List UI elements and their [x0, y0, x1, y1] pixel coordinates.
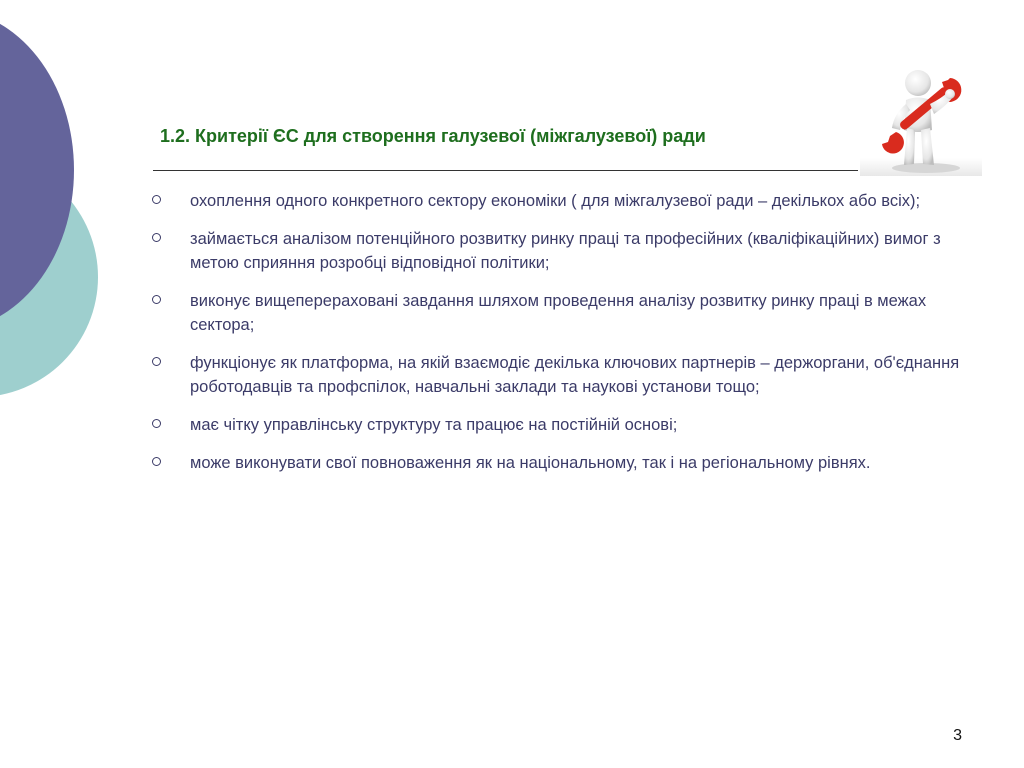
criteria-item-text: функціонує як платформа, на якій взаємодіє декілька ключових партнерів – держоргани, об'єднання роботодавців та профспілок, навчальні заклади та наукові установи тощо;	[190, 354, 960, 396]
criteria-item-text: охоплення одного конкретного сектору економіки ( для міжгалузевої ради – декількох або всіх);	[190, 192, 921, 210]
criteria-item	[150, 289, 960, 337]
hollow-circle-bullet-icon	[152, 295, 161, 304]
criteria-item-text: може виконувати свої повноваження як на національному, так і на регіональному рівнях.	[190, 454, 871, 472]
hollow-circle-bullet-icon	[152, 195, 161, 204]
criteria-item	[150, 351, 960, 399]
criteria-item-text: має чітку управлінську структуру та працює на постійній основі;	[190, 416, 678, 434]
criteria-item	[150, 227, 960, 275]
criteria-item	[150, 189, 960, 213]
criteria-item-text: займається аналізом потенційного розвитку ринку праці та професійних (кваліфікаційних) вимог з метою сприяння розробці відповідної політики;	[190, 230, 941, 272]
page-number: 3	[953, 727, 962, 744]
hollow-circle-bullet-icon	[152, 357, 161, 366]
criteria-item-text: виконує вищеперераховані завдання шляхом проведення аналізу розвитку ринку праці в межах сектора;	[190, 292, 927, 334]
criteria-list	[150, 189, 960, 489]
slide-title: 1.2. Критерії ЄС для створення галузевої (міжгалузевої) ради	[160, 126, 706, 146]
hollow-circle-bullet-icon	[152, 419, 161, 428]
criteria-item	[150, 413, 960, 437]
criteria-item	[150, 451, 960, 475]
title-underline	[153, 170, 858, 171]
person-with-wrench-icon	[860, 66, 982, 176]
hollow-circle-bullet-icon	[152, 457, 161, 466]
hollow-circle-bullet-icon	[152, 233, 161, 242]
